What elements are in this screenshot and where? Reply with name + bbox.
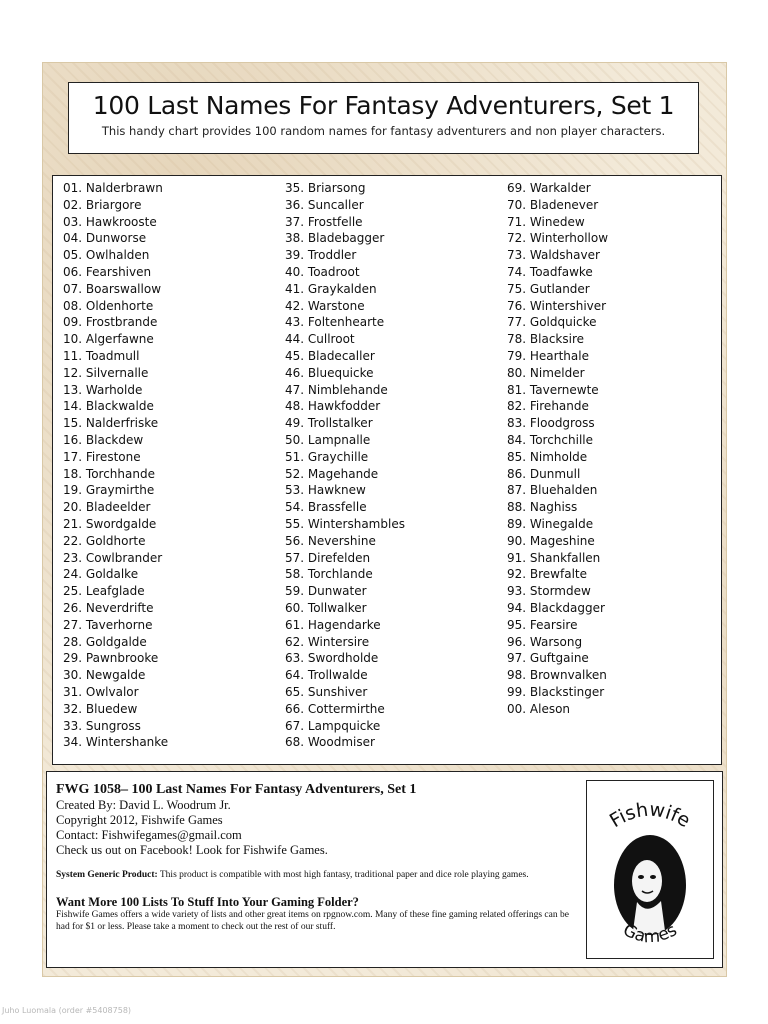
fishwife-logo-graphic (587, 781, 713, 958)
name-entry: 68. Woodmiser (285, 735, 375, 750)
name-entry: 79. Hearthale (507, 348, 589, 363)
name-entry: 44. Cullroot (285, 332, 355, 347)
logo-face (632, 860, 662, 902)
name-entry: 14. Blackwalde (63, 399, 154, 414)
name-entry: 62. Wintersire (285, 634, 370, 649)
page-subtitle: This handy chart provides 100 random names for fantasy adventurers and non player characters. (101, 124, 666, 138)
name-entry: 92. Brewfalte (507, 567, 587, 582)
name-entry: 32. Bluedew (63, 701, 138, 716)
name-entry: 43. Foltenhearte (285, 315, 385, 330)
name-entry: 35. Briarsong (285, 181, 366, 195)
name-entry: 87. Bluehalden (507, 483, 598, 498)
name-entry: 31. Owlvalor (63, 684, 139, 699)
name-entry: 42. Warstone (285, 298, 365, 313)
name-entry: 37. Frostfelle (285, 214, 363, 229)
name-entry: 20. Bladeelder (63, 500, 151, 515)
name-entry: 89. Winegalde (507, 516, 594, 531)
name-entry: 59. Dunwater (285, 584, 367, 599)
name-entry: 70. Bladenever (507, 197, 599, 212)
name-entry: 73. Waldshaver (507, 248, 600, 263)
product-title: FWG 1058– 100 Last Names For Fantasy Adventurers, Set 1 (56, 782, 417, 797)
name-entry: 55. Wintershambles (285, 516, 405, 531)
name-entry: 57. Direfelden (285, 550, 371, 565)
name-entry: 84. Torchchille (507, 432, 593, 447)
names-list-box (52, 175, 722, 765)
name-entry: 47. Nimblehande (285, 382, 388, 397)
name-entry: 52. Magehande (285, 466, 379, 481)
name-entry: 83. Floodgross (507, 416, 595, 431)
name-entry: 91. Shankfallen (507, 550, 601, 565)
name-entry: 81. Tavernewte (507, 382, 599, 397)
name-entry: 29. Pawnbrooke (63, 651, 159, 666)
name-entry: 03. Hawkrooste (63, 214, 157, 229)
name-entry: 09. Frostbrande (63, 315, 158, 330)
name-entry: 16. Blackdew (63, 432, 144, 447)
logo-text-bottom: Games (619, 920, 681, 948)
more-lists-heading: Want More 100 Lists To Stuff Into Your Gaming Folder? (56, 895, 359, 909)
order-watermark: Juho Luomala (order #5408758) (2, 1006, 132, 1015)
name-entry: 17. Firestone (63, 449, 141, 464)
name-entry: 54. Brassfelle (285, 500, 367, 515)
name-entry: 21. Swordgalde (63, 516, 157, 531)
fishwife-logo (586, 780, 714, 959)
name-entry: 69. Warkalder (507, 181, 591, 195)
name-entry: 19. Graymirthe (63, 483, 155, 498)
name-entry: 76. Wintershiver (507, 298, 607, 313)
name-entry: 58. Torchlande (285, 567, 373, 582)
name-entry: 22. Goldhorte (63, 533, 146, 548)
name-entry: 25. Leafglade (63, 584, 145, 599)
name-entry: 48. Hawkfodder (285, 399, 381, 414)
name-entry: 96. Warsong (507, 634, 583, 649)
name-entry: 45. Bladecaller (285, 348, 375, 363)
name-entry: 53. Hawknew (285, 483, 366, 498)
name-entry: 67. Lampquicke (285, 718, 381, 733)
name-entry: 77. Goldquicke (507, 315, 597, 330)
name-entry: 30. Newgalde (63, 668, 146, 683)
system-generic-note (56, 869, 576, 881)
name-entry: 27. Taverhorne (63, 617, 153, 632)
name-entry: 64. Trollwalde (285, 668, 368, 683)
title-box (68, 82, 699, 154)
name-entry: 24. Goldalke (63, 567, 139, 582)
name-entry: 23. Cowlbrander (63, 550, 163, 565)
name-entry: 34. Wintershanke (63, 735, 169, 750)
promo-text: Fishwife Games offers a wide variety of lists and other great items on rpgnow.com. Many of these fine gaming related offerings can be had for $1 or less. Please take a moment to check out the rest of our stuff. (56, 910, 569, 932)
name-entry: 08. Oldenhorte (63, 298, 154, 313)
name-entry: 88. Naghiss (507, 500, 578, 515)
name-entry: 11. Toadmull (63, 348, 140, 363)
name-entry: 50. Lampnalle (285, 432, 371, 447)
logo-text-top: Fishwife (605, 798, 695, 833)
author-line: Created By: David L. Woodrum Jr. (56, 798, 231, 812)
name-entry: 33. Sungross (63, 718, 141, 733)
name-entry: 02. Briargore (63, 197, 142, 212)
name-entry: 94. Blackdagger (507, 600, 605, 615)
name-entry: 36. Suncaller (285, 197, 364, 212)
names-column-2 (285, 180, 405, 751)
name-entry: 97. Guftgaine (507, 651, 589, 666)
svg-text:Fishwife (606, 799, 694, 833)
name-entry: 26. Neverdrifte (63, 600, 154, 615)
product-info-text (56, 781, 576, 933)
name-entry: 49. Trollstalker (285, 416, 373, 431)
name-entry: 51. Graychille (285, 449, 369, 464)
names-column-1 (63, 180, 168, 751)
name-entry: 01. Nalderbrawn (63, 181, 163, 195)
name-entry: 93. Stormdew (507, 584, 591, 599)
name-entry: 28. Goldgalde (63, 634, 147, 649)
name-entry: 63. Swordholde (285, 651, 379, 666)
name-entry: 95. Fearsire (507, 617, 578, 632)
name-entry: 38. Bladebagger (285, 231, 385, 246)
name-entry: 00. Aleson (507, 701, 571, 716)
name-entry: 82. Firehande (507, 399, 589, 414)
name-entry: 05. Owlhalden (63, 248, 150, 263)
page-title: 100 Last Names For Fantasy Adventurers, Set 1 (92, 91, 675, 120)
copyright-line: Copyright 2012, Fishwife Games (56, 813, 223, 827)
name-entry: 10. Algerfawne (63, 332, 154, 347)
name-entry: 90. Mageshine (507, 533, 595, 548)
system-generic-label: System Generic Product: (56, 870, 158, 880)
name-entry: 99. Blackstinger (507, 684, 605, 699)
name-entry: 07. Boarswallow (63, 281, 162, 296)
name-entry: 41. Graykalden (285, 281, 377, 296)
name-entry: 61. Hagendarke (285, 617, 381, 632)
name-entry: 66. Cottermirthe (285, 701, 385, 716)
names-column-3 (507, 180, 608, 718)
name-entry: 12. Silvernalle (63, 365, 149, 380)
name-entry: 13. Warholde (63, 382, 143, 397)
name-entry: 04. Dunworse (63, 231, 147, 246)
name-entry: 75. Gutlander (507, 281, 590, 296)
name-entry: 60. Tollwalker (285, 600, 367, 615)
system-generic-text: This product is compatible with most high fantasy, traditional paper and dice role playing games. (157, 870, 529, 880)
name-entry: 15. Nalderfriske (63, 416, 159, 431)
facebook-line: Check us out on Facebook! Look for Fishwife Games. (56, 843, 328, 857)
name-entry: 18. Torchhande (63, 466, 155, 481)
name-entry: 39. Troddler (285, 248, 357, 263)
name-entry: 72. Winterhollow (507, 231, 609, 246)
name-entry: 40. Toadroot (285, 264, 360, 279)
name-entry: 85. Nimholde (507, 449, 588, 464)
contact-line: Contact: Fishwifegames@gmail.com (56, 828, 242, 842)
name-entry: 06. Fearshiven (63, 264, 152, 279)
product-info-box (46, 771, 723, 968)
name-entry: 65. Sunshiver (285, 684, 368, 699)
name-entry: 46. Bluequicke (285, 365, 374, 380)
name-entry: 78. Blacksire (507, 332, 585, 347)
name-entry: 98. Brownvalken (507, 668, 607, 683)
name-entry: 80. Nimelder (507, 365, 585, 380)
name-entry: 74. Toadfawke (507, 264, 593, 279)
name-entry: 86. Dunmull (507, 466, 581, 481)
name-entry: 56. Nevershine (285, 533, 376, 548)
name-entry: 71. Winedew (507, 214, 585, 229)
